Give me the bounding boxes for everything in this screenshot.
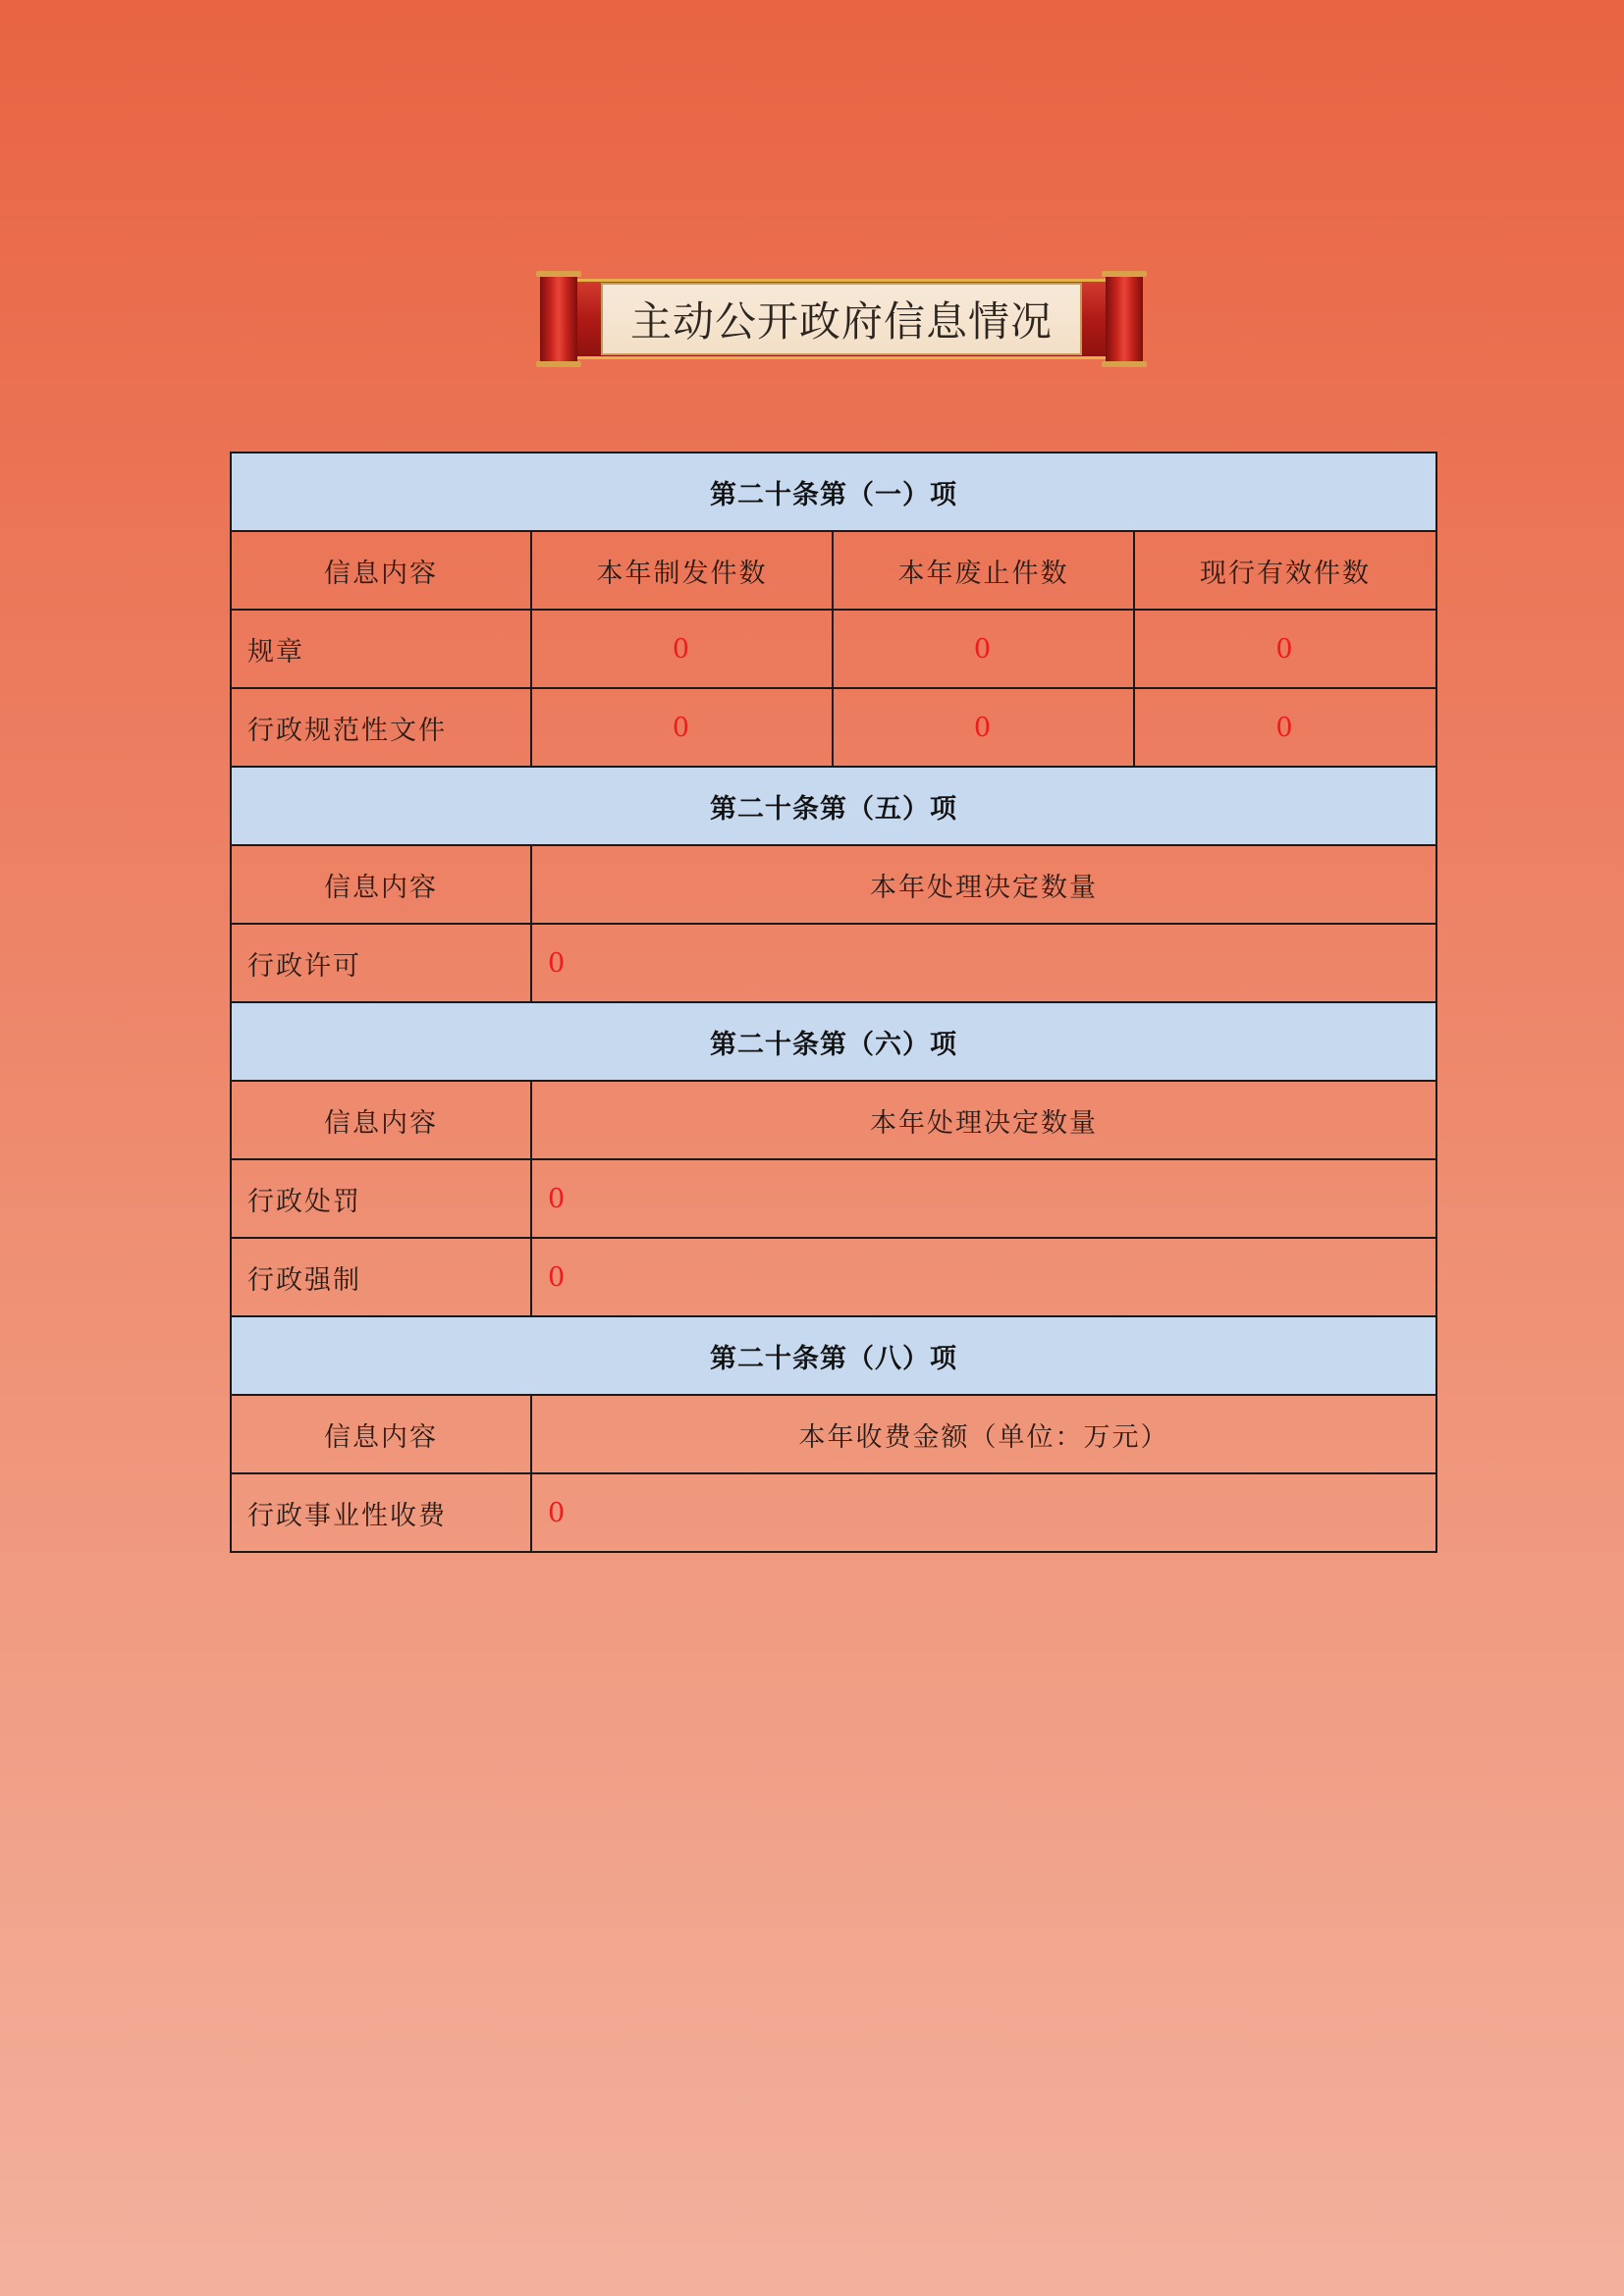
value-cell: 0: [531, 610, 833, 688]
section-heading: 第二十条第（五）项: [231, 767, 1436, 845]
column-header: 信息内容: [231, 1081, 531, 1159]
table-row: [231, 1238, 1436, 1316]
column-header-row: [231, 531, 1436, 610]
section-header-row: [231, 1002, 1436, 1081]
section-heading: 第二十条第（六）项: [231, 1002, 1436, 1081]
row-label: 行政强制: [231, 1238, 531, 1316]
value-cell: 0: [531, 1238, 1436, 1316]
column-header: 本年处理决定数量: [531, 845, 1436, 924]
page-title: 主动公开政府信息情况: [629, 297, 1053, 346]
value-cell: 0: [531, 688, 833, 767]
column-header: 信息内容: [231, 1395, 531, 1473]
row-label: 行政许可: [231, 924, 531, 1002]
column-header: 现行有效件数: [1134, 531, 1436, 610]
row-label: 行政事业性收费: [231, 1473, 531, 1552]
section-heading: 第二十条第（八）项: [231, 1316, 1436, 1395]
value-cell: 0: [531, 1473, 1436, 1552]
table-row: [231, 1473, 1436, 1552]
value-cell: 0: [1134, 610, 1436, 688]
value-cell: 0: [531, 1159, 1436, 1238]
section-heading: 第二十条第（一）项: [231, 453, 1436, 531]
value-cell: 0: [531, 924, 1436, 1002]
row-label: 行政规范性文件: [231, 688, 531, 767]
scroll-roller-left: [540, 271, 577, 367]
table-row: [231, 688, 1436, 767]
section-header-row: [231, 767, 1436, 845]
column-header: 本年处理决定数量: [531, 1081, 1436, 1159]
column-header-row: [231, 845, 1436, 924]
title-banner: [540, 271, 1143, 367]
value-cell: 0: [1134, 688, 1436, 767]
table-row: [231, 610, 1436, 688]
column-header-row: [231, 1081, 1436, 1159]
column-header-row: [231, 1395, 1436, 1473]
scroll-roller-right: [1106, 271, 1143, 367]
column-header: 信息内容: [231, 531, 531, 610]
row-label: 规章: [231, 610, 531, 688]
table-row: [231, 1159, 1436, 1238]
column-header: 信息内容: [231, 845, 531, 924]
value-cell: 0: [833, 688, 1134, 767]
section-header-row: [231, 453, 1436, 531]
section-header-row: [231, 1316, 1436, 1395]
disclosure-table: [230, 452, 1437, 1553]
column-header: 本年收费金额（单位：万元）: [531, 1395, 1436, 1473]
value-cell: 0: [833, 610, 1134, 688]
table-row: [231, 924, 1436, 1002]
banner-paper: [601, 283, 1082, 355]
row-label: 行政处罚: [231, 1159, 531, 1238]
column-header: 本年制发件数: [531, 531, 833, 610]
column-header: 本年废止件数: [833, 531, 1134, 610]
